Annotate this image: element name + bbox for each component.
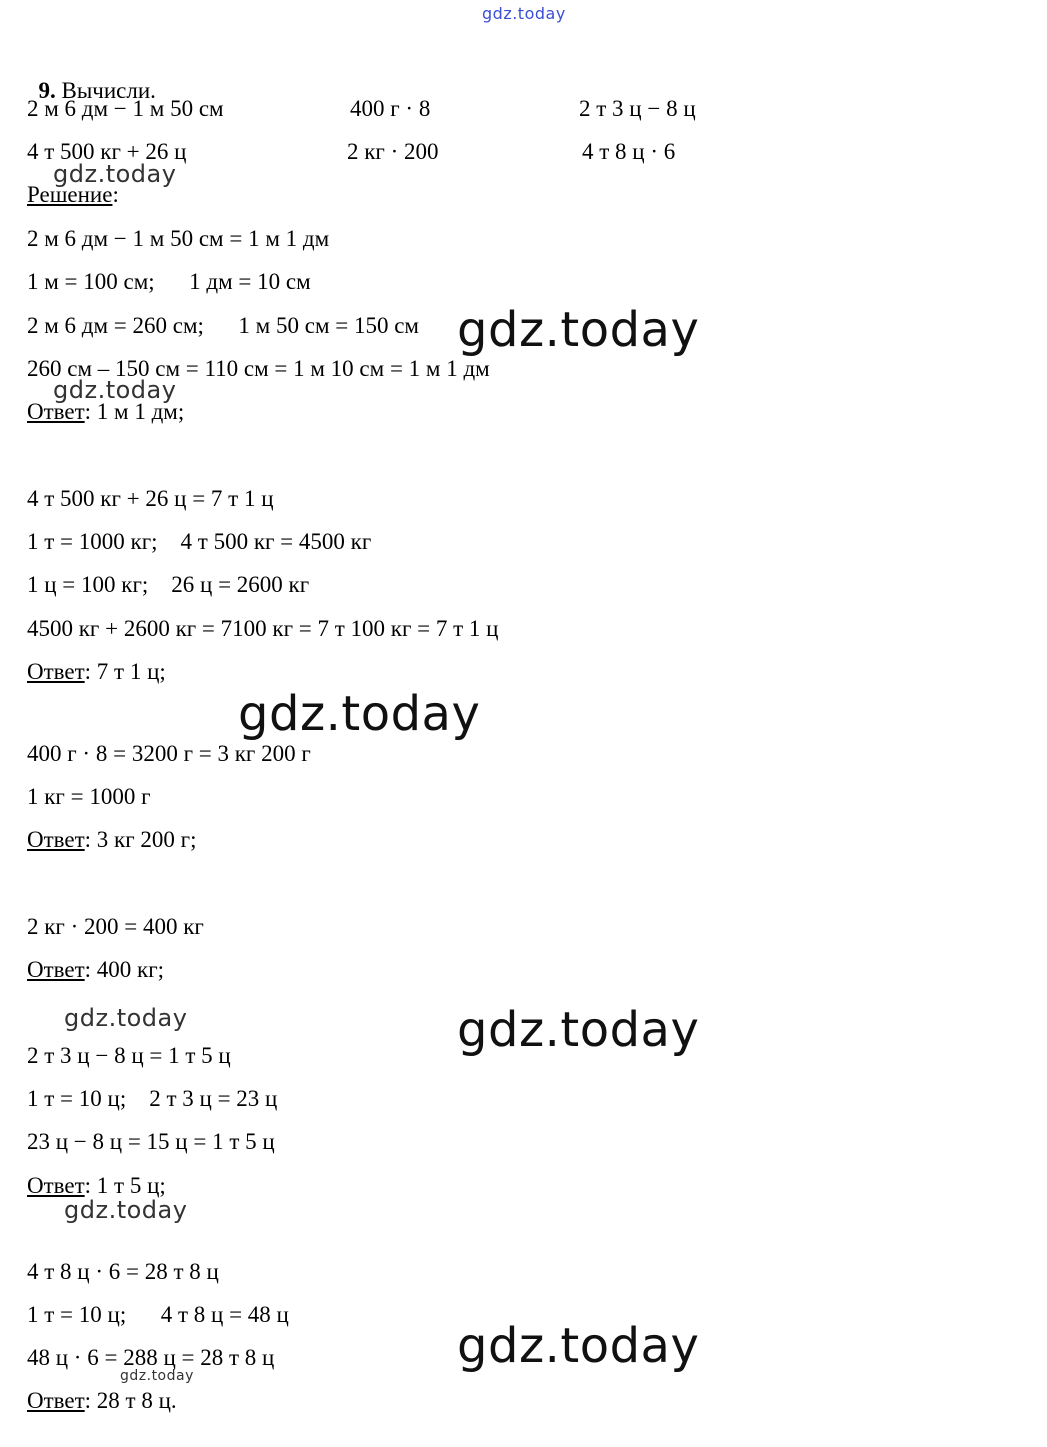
- task-title: Вычисли.: [61, 78, 156, 103]
- solution-line: 1 ц = 100 кг; 26 ц = 2600 кг: [27, 572, 310, 597]
- problem: 2 кг · 200: [347, 139, 439, 164]
- answer-label: Ответ: [27, 957, 85, 982]
- answer-line: [27, 1172, 166, 1200]
- problem: 4 т 8 ц · 6: [582, 139, 676, 164]
- solution-line: 48 ц · 6 = 288 ц = 28 т 8 ц: [27, 1345, 275, 1370]
- solution-line: 2 м 6 дм − 1 м 50 см = 1 м 1 дм: [27, 226, 330, 251]
- solution-line: 2 кг · 200 = 400 кг: [27, 914, 204, 939]
- solution-line: 1 м = 100 см; 1 дм = 10 см: [27, 269, 311, 294]
- solution-line: 23 ц − 8 ц = 15 ц = 1 т 5 ц: [27, 1129, 275, 1154]
- solution-line: 1 т = 10 ц; 4 т 8 ц = 48 ц: [27, 1302, 289, 1327]
- problem: 4 т 500 кг + 26 ц: [27, 139, 187, 164]
- answer-line: [27, 398, 184, 426]
- solution-label: Решение: [27, 182, 113, 207]
- answer-line: [27, 1387, 177, 1415]
- answer-value: : 400 кг;: [84, 957, 165, 982]
- answer-line: [27, 956, 164, 984]
- answer-value: : 28 т 8 ц.: [84, 1388, 177, 1413]
- watermark-small: gdz.today: [120, 1368, 194, 1384]
- answer-label: Ответ: [27, 659, 85, 684]
- solution-line: 4500 кг + 2600 кг = 7100 кг = 7 т 100 кг = 7 т 1 ц: [27, 616, 499, 641]
- solution-line: 1 т = 1000 кг; 4 т 500 кг = 4500 кг: [27, 529, 372, 554]
- task-number: 9.: [38, 78, 56, 103]
- watermark-large: gdz.today: [457, 1318, 700, 1374]
- answer-label: Ответ: [27, 827, 85, 852]
- solution-heading: Решение:: [27, 182, 119, 207]
- solution-line: 400 г · 8 = 3200 г = 3 кг 200 г: [27, 741, 311, 766]
- watermark: gdz.today: [53, 376, 177, 404]
- answer-label: Ответ: [27, 1173, 85, 1198]
- watermark: gdz.today: [53, 160, 177, 188]
- answer-label: Ответ: [27, 399, 85, 424]
- answer-value: : 7 т 1 ц;: [84, 659, 166, 684]
- answer-value: : 1 м 1 дм;: [84, 399, 185, 424]
- answer-label: Ответ: [27, 1388, 85, 1413]
- answer-value: : 3 кг 200 г;: [84, 827, 197, 852]
- watermark-top: gdz.today: [482, 4, 566, 23]
- solution-line: 1 кг = 1000 г: [27, 784, 151, 809]
- problem: 400 г · 8: [350, 96, 431, 121]
- watermark-large: gdz.today: [457, 302, 700, 358]
- watermark: gdz.today: [64, 1004, 188, 1032]
- watermark-large: gdz.today: [238, 686, 481, 742]
- solution-line: 2 м 6 дм = 260 см; 1 м 50 см = 150 см: [27, 313, 419, 338]
- answer-line: [27, 826, 196, 854]
- solution-line: 1 т = 10 ц; 2 т 3 ц = 23 ц: [27, 1086, 278, 1111]
- problem: 2 м 6 дм − 1 м 50 см: [27, 96, 224, 121]
- solution-line: 4 т 500 кг + 26 ц = 7 т 1 ц: [27, 486, 274, 511]
- answer-line: [27, 658, 166, 686]
- problem: 2 т 3 ц − 8 ц: [579, 96, 696, 121]
- watermark-large: gdz.today: [457, 1002, 700, 1058]
- watermark: gdz.today: [64, 1196, 188, 1224]
- answer-value: : 1 т 5 ц;: [84, 1173, 166, 1198]
- solution-line: 260 см – 150 см = 110 см = 1 м 10 см = 1 м 1 дм: [27, 356, 490, 381]
- solution-line: 4 т 8 ц · 6 = 28 т 8 ц: [27, 1259, 219, 1284]
- solution-line: 2 т 3 ц − 8 ц = 1 т 5 ц: [27, 1043, 231, 1068]
